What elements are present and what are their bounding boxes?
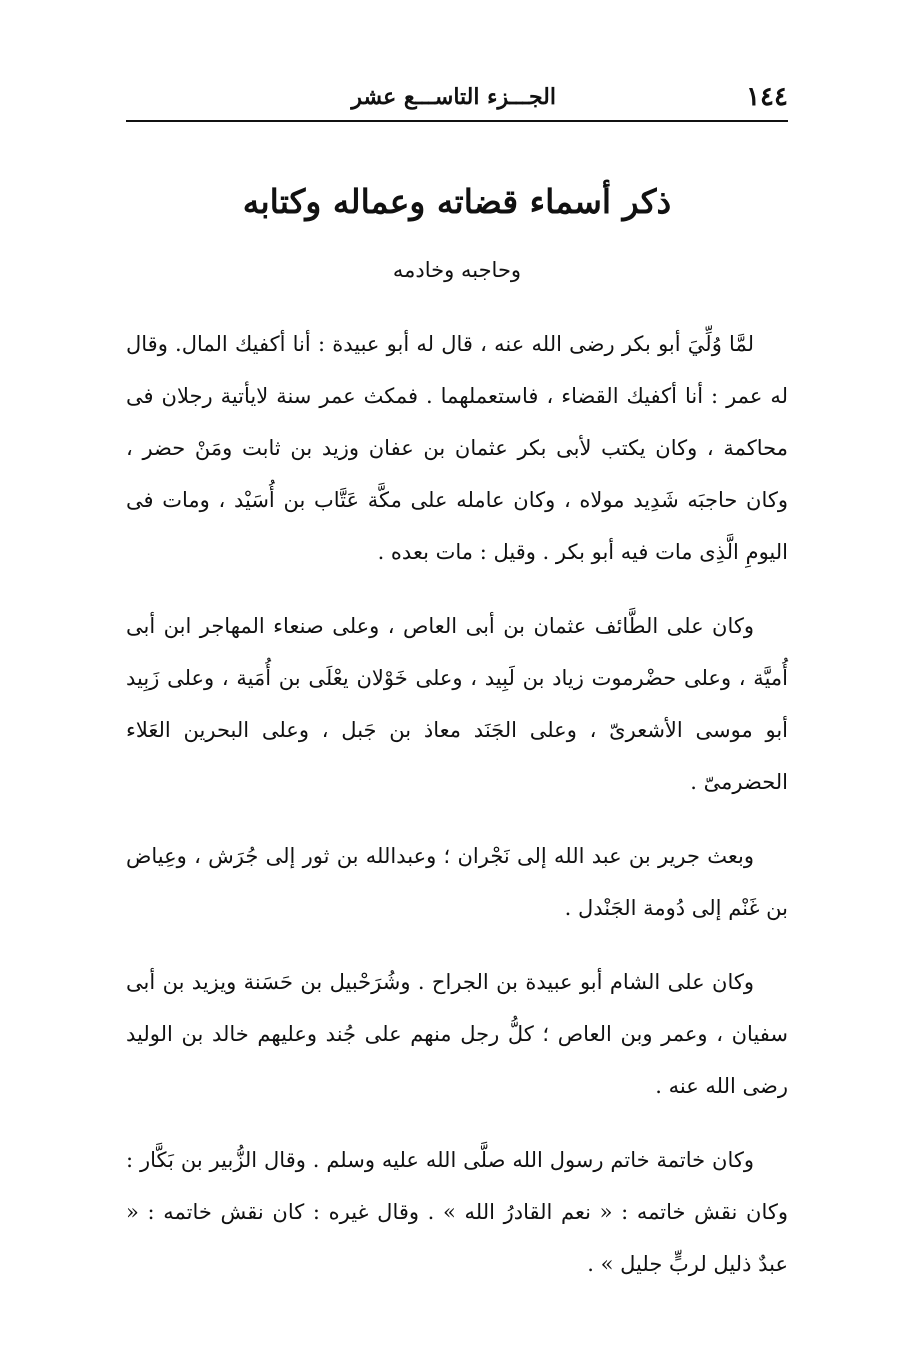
running-header xyxy=(126,76,788,122)
paragraph: وكان على الشام أبو عبيدة بن الجراح . وشُرَحْبيل بن حَسَنة ويزيد بن أبى سفيان ، وعمر وبن العاص ؛ كلُّ رجل منهم على جُند وعليهم خالد بن الوليد رضى الله عنه . xyxy=(126,970,788,1098)
paragraph: لمَّا وُلِّيَ أبو بكر رضى الله عنه ، قال له أبو عبيدة : أنا أكفيك المال. وقال له عمر : أنا أكفيك القضاء ، فاستعملهما . فمكث عمر سنة لايأتية رجلان فى محاكمة ، وكان يكتب لأبى بكر عثمان بن عفان وزيد بن ثابت ومَنْ حضر ، وكان حاجبَه شَدِيد مولاه ، وكان عامله على مكَّة عَتَّاب بن أُسَيْد ، ومات فى اليومِ الَّذِى مات فيه أبو بكر . وقيل : مات بعده . xyxy=(126,332,788,564)
paragraph: وكان على الطَّائف عثمان بن أبى العاص ، وعلى صنعاء المهاجر ابن أبى أُميَّة ، وعلى حضْرموت زياد بن لَبِيد ، وعلى خَوْلان يعْلَى بن أُمَية ، وعلى زَبِيد أبو موسى الأشعرىّ ، وعلى الجَنَد معاذ بن جَبل ، وعلى البحرين العَلاء الحضرمىّ . xyxy=(126,614,788,794)
paragraph: وكان خاتمة خاتم رسول الله صلَّى الله عليه وسلم . وقال الزُّبير بن بَكَّار : وكان نقش خاتمه : « نعم القادرُ الله » . وقال غيره : كان نقش خاتمه : « عبدٌ ذليل لربٍّ جليل » . xyxy=(126,1148,788,1276)
page-number: ١٤٤ xyxy=(746,82,788,112)
paragraph: وبعث جرير بن عبد الله إلى نَجْران ؛ وعبدالله بن ثور إلى جُرَش ، وعِياض بن غَنْم إلى دُومة الجَنْدل . xyxy=(126,844,788,920)
body-text xyxy=(126,318,788,1312)
section-title: ذكر أسماء قضاته وعماله وكتابه xyxy=(242,182,672,221)
section-subtitle: وحاجبه وخادمه xyxy=(392,258,522,282)
running-header-title: الجـــزء التاســـع عشر xyxy=(351,84,556,110)
